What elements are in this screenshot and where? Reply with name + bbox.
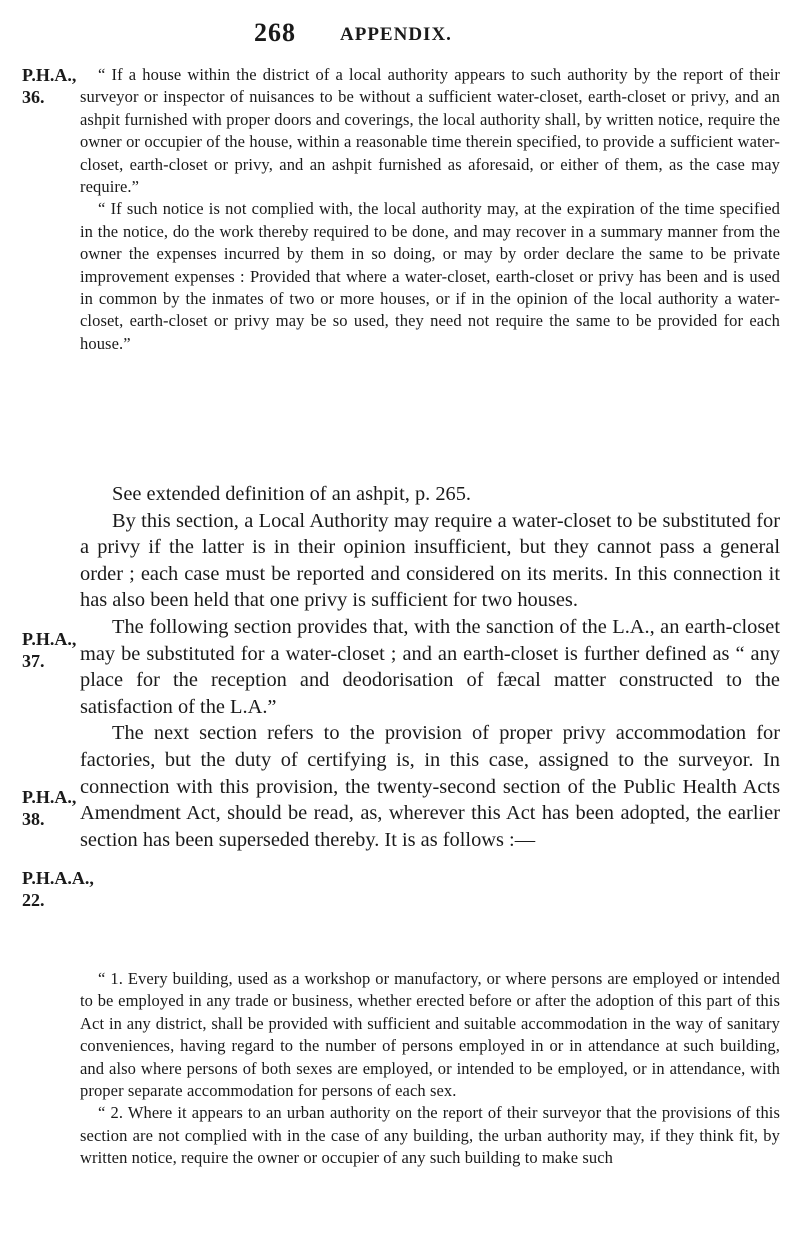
- quoted-paragraph: “ If a house within the district of a local authority appears to such authority by the report of their surveyor or inspector of nuisances to be without a sufficient water-closet, earth-closet or privy, and an ashpit furnished with proper doors and coverings, the local authority shall, by written notice, require the owner or occupier of the house, within a reasonable time therein specified, to provide a sufficient water-closet, earth-closet or privy, and an ashpit furnished as aforesaid, or either of them, as the case may require.”: [80, 65, 780, 197]
- margin-note-phaa-22: P.H.A.A., 22.: [22, 868, 94, 910]
- quoted-section-22: [80, 968, 780, 1170]
- margin-note-pha-37: P.H.A., 37.: [22, 629, 77, 671]
- quoted-section-36: [80, 64, 780, 355]
- commentary-block: [80, 481, 780, 853]
- commentary-paragraph: The next section refers to the provision of proper privy accommodation for factories, but the duty of certifying is, in this case, assigned to the surveyor. In connection with this provision, the twenty-second section of the Public Health Acts Amendment Act, should be read, as, wherever this Act has been adopted, the earlier section has been superseded thereby. It is as follows :—: [80, 722, 780, 851]
- quoted-paragraph: “ 2. Where it appears to an urban authority on the report of their surveyor that the provisions of this section are not complied with in the case of any building, the urban authority may, if they think fit, by written notice, require the owner or occupier of any such building to make such: [80, 1103, 780, 1168]
- commentary-paragraph: See extended definition of an ashpit, p. 265.: [112, 483, 472, 505]
- page-number: 268: [254, 18, 296, 47]
- quoted-paragraph: “ If such notice is not complied with, the local authority may, at the expiration of the time specified in the notice, do the work thereby required to be done, and may recover in a summary manner from the owner the expenses incurred by them in so doing, or may by order declare the same to be private improvement expenses : Provided that where a water-closet, earth-closet or privy has been and is used in common by the inmates of two or more houses, or if in the opinion of the local authority a water-closet, earth-closet or privy may be so used, they need not require the same to be provided for each house.”: [80, 199, 780, 353]
- page-header: [0, 18, 801, 48]
- running-head: APPENDIX.: [340, 24, 452, 45]
- commentary-paragraph: By this section, a Local Authority may require a water-closet to be substituted for a privy if the latter is in their opinion insufficient, but they cannot pass a general order ; each case must be reported and considered on its merits. In this connection it has also been held that one privy is sufficient for two houses.: [80, 509, 780, 612]
- margin-note-pha-38: P.H.A., 38.: [22, 787, 77, 829]
- margin-note-pha-36: P.H.A., 36.: [22, 65, 77, 107]
- quoted-paragraph: “ 1. Every building, used as a workshop or manufactory, or where persons are employed or intended to be employed in any trade or business, whether erected before or after the adoption of this part of this Act in any district, shall be provided with sufficient and suitable accommodation in the way of sanitary conveniences, having regard to the number of persons employed in or in attendance at such building, and also where persons of both sexes are employed, or intended to be employed, or in attendance, with proper separate accommodation for persons of each sex.: [80, 969, 780, 1101]
- commentary-paragraph: The following section provides that, with the sanction of the L.A., an earth-closet may be substituted for a water-closet ; and an earth-closet is further defined as “ any place for the reception and deodorisation of fæcal matter constructed to the satisfaction of the L.A.”: [80, 615, 780, 718]
